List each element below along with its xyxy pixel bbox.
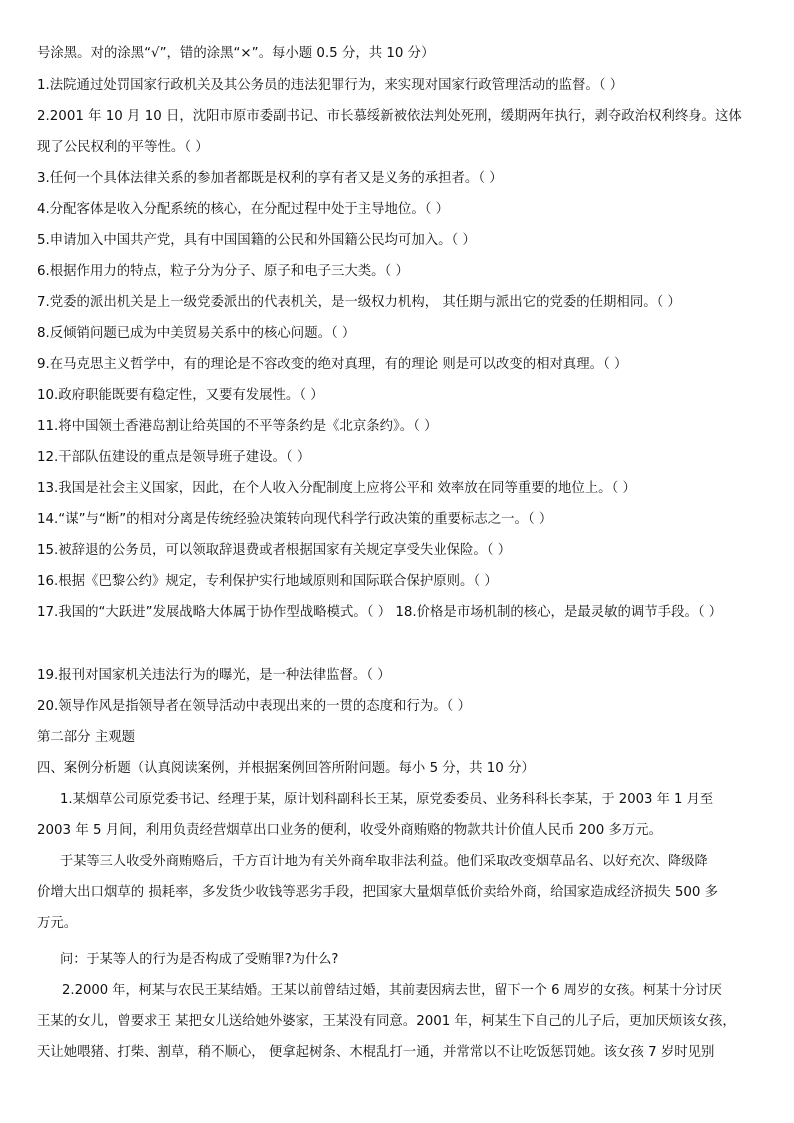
question-13: 13.我国是社会主义国家，因此，在个人收入分配制度上应将公平和 效率放在同等重要的地位上。（ ）: [37, 481, 636, 496]
question-10: 10.政府职能既要有稳定性，又要有发展性。（ ）: [37, 388, 324, 403]
case2-line-3: 天让她喂猪、打柴、割草，稍不顺心， 便拿起树条、木棍乱打一通，并常常以不让吃饭惩罚她。该女孩 7 岁时见别: [37, 1045, 715, 1060]
case2-line-2: 王某的女儿，曾要求王 某把女儿送给她外婆家，王某没有同意。2001 年，柯某生下自己的儿子后，更加厌烦该女孩，: [37, 1014, 736, 1029]
question-4: 4.分配客体是收入分配系统的核心，在分配过程中处于主导地位。（ ）: [37, 202, 450, 217]
question-15: 15.被辞退的公务员，可以领取辞退费或者根据国家有关规定享受失业保险。（ ）: [37, 543, 512, 558]
question-11: 11.将中国领土香港岛割让给英国的不平等条约是《北京条约》。（ ）: [37, 419, 438, 434]
question-17-18: 17.我国的“大跃进”发展战略大体属于协作型战略模式。（ ） 18.价格是市场机制的核心，是最灵敏的调节手段。（ ）: [37, 605, 723, 620]
question-12: 12.干部队伍建设的重点是领导班子建设。（ ）: [37, 450, 311, 465]
case1-line-3: 于某等三人收受外商贿赂后，千方百计地为有关外商牟取非法利益。他们采取改变烟草品名、以好充次、降级降: [60, 854, 708, 869]
question-9: 9.在马克思主义哲学中，有的理论是不容改变的绝对真理，有的理论 则是可以改变的相对真理。（ ）: [37, 357, 628, 372]
question-14: 14.“谋”与“断”的相对分离是传统经验决策转向现代科学行政决策的重要标志之一。（ ）: [37, 512, 553, 527]
question-16: 16.根据《巴黎公约》规定，专利保护实行地域原则和国际联合保护原则。（ ）: [37, 574, 498, 589]
question-6: 6.根据作用力的特点，粒子分为分子、原子和电子三大类。（ ）: [37, 264, 409, 279]
question-5: 5.申请加入中国共产党，具有中国国籍的公民和外国籍公民均可加入。（ ）: [37, 233, 476, 248]
question-19: 19.报刊对国家机关违法行为的曝光，是一种法律监督。（ ）: [37, 668, 391, 683]
case1-line-1: 1.某烟草公司原党委书记、经理于某，原计划科副科长王某，原党委委员、业务科科长李某，于 2003 年 1 月至: [60, 792, 714, 807]
question-2: 2.2001 年 10 月 10 日，沈阳市原市委副书记、市长慕绥新被依法判处死刑，缓期两年执行，剥夺政治权利终身。这体: [37, 109, 742, 124]
question-1: 1.法院通过处罚国家行政机关及其公务员的违法犯罪行为，来实现对国家行政管理活动的监督。（ ）: [37, 78, 624, 93]
case1-line-4: 价增大出口烟草的 损耗率，多发货少收钱等恶劣手段，把国家大量烟草低价卖给外商，给国家造成经济损失 500 多: [37, 885, 719, 900]
case1-line-5: 万元。: [37, 916, 78, 931]
question-20: 20.领导作风是指领导者在领导活动中表现出来的一贯的态度和行为。（ ）: [37, 699, 471, 714]
question-7: 7.党委的派出机关是上一级党委派出的代表机关，是一级权力机构， 其任期与派出它的党委的任期相同。（ ）: [37, 295, 681, 310]
case1-line-2: 2003 年 5 月间，利用负责经营烟草出口业务的便利，收受外商贿赂的物款共计价值人民币 200 多万元。: [37, 823, 663, 838]
case2-line-1: 2.2000 年，柯某与农民王某结婚。王某以前曾结过婚，其前妻因病去世，留下一个 6 周岁的女孩。柯某十分讨厌: [62, 983, 722, 998]
question-8: 8.反倾销问题已成为中美贸易关系中的核心问题。（ ）: [37, 326, 356, 341]
part-two-heading: 第二部分 主观题: [37, 730, 135, 745]
question-2-continued: 现了公民权利的平等性。（ ）: [37, 140, 209, 155]
instruction-line: 号涂黑。对的涂黑“√”，错的涂黑“×”。每小题 0.5 分，共 10 分）: [37, 46, 435, 61]
section-four-heading: 四、案例分析题（认真阅读案例，并根据案例回答所附问题。每小 5 分，共 10 分）: [37, 761, 535, 776]
question-3: 3.任何一个具体法律关系的参加者都既是权利的享有者又是义务的承担者。（ ）: [37, 171, 503, 186]
case1-question: 问：于某等人的行为是否构成了受贿罪?为什么?: [60, 952, 339, 967]
